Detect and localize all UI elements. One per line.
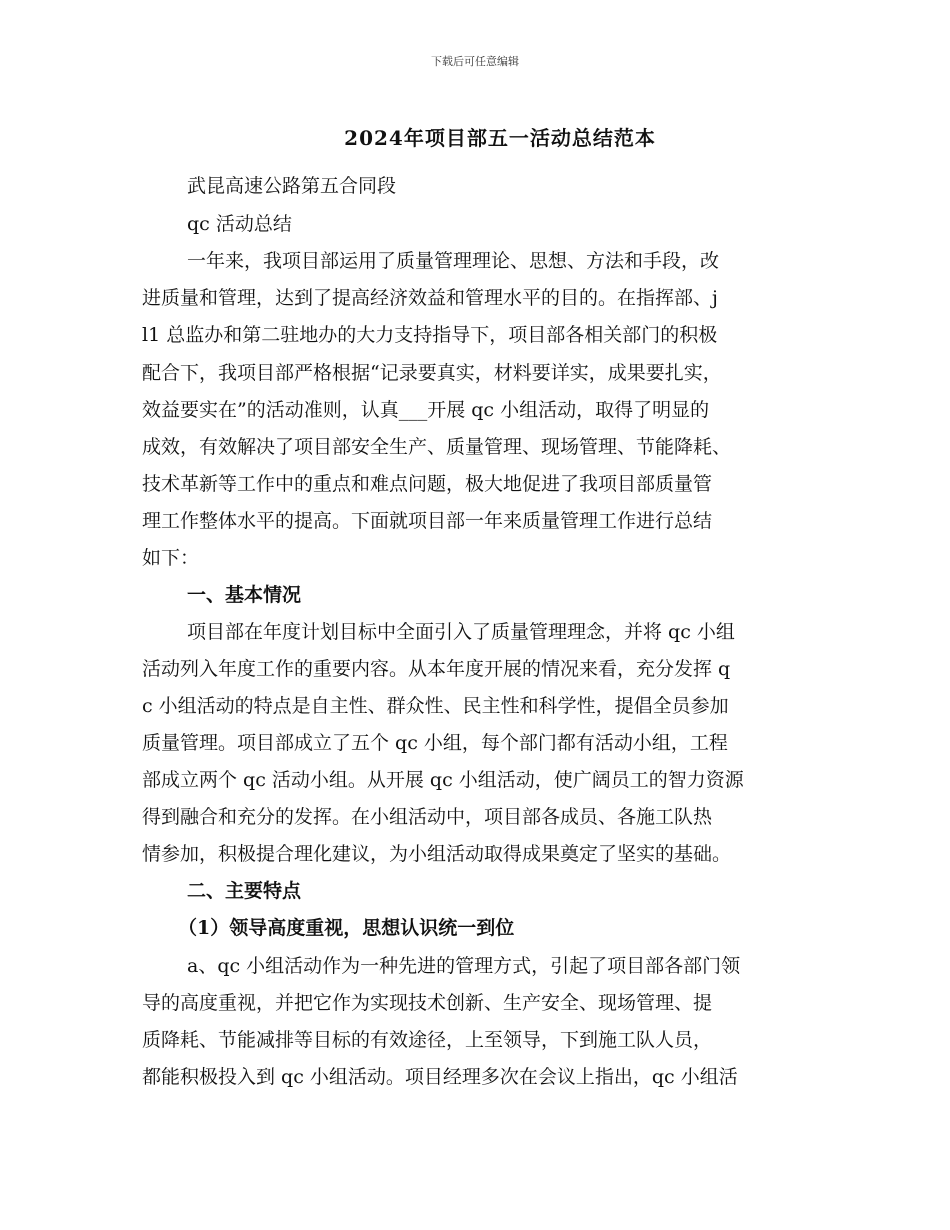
paragraph-line: 成效，有效解决了项目部安全生产、质量管理、现场管理、节能降耗、	[142, 436, 732, 458]
subsection-heading: （1）领导高度重视，思想认识统一到位	[178, 917, 515, 939]
paragraph-line: 质降耗、节能减排等目标的有效途径，上至领导，下到施工队人员，	[142, 1029, 713, 1051]
document-title: 2024年项目部五一活动总结范本	[344, 126, 656, 150]
paragraph-line: 一年来，我项目部运用了质量管理理论、思想、方法和手段，改	[187, 250, 720, 272]
paragraph-line: 理工作整体水平的提高。下面就项目部一年来质量管理工作进行总结	[142, 510, 713, 532]
paragraph-line: 进质量和管理，达到了提高经济效益和管理水平的目的。在指挥部、j	[142, 287, 718, 309]
subtitle-line: 武昆高速公路第五合同段	[187, 175, 397, 197]
paragraph-line: 项目部在年度计划目标中全面引入了质量管理理念，并将 qc 小组	[187, 621, 735, 643]
paragraph-line: 得到融合和充分的发挥。在小组活动中，项目部各成员、各施工队热	[142, 806, 713, 828]
paragraph-line: a、qc 小组活动作为一种先进的管理方式，引起了项目部各部门领	[187, 955, 741, 977]
paragraph-line: c 小组活动的特点是自主性、群众性、民主性和科学性，提倡全员参加	[142, 695, 729, 717]
paragraph-line: 部成立两个 qc 活动小组。从开展 qc 小组活动，使广阔员工的智力资源	[142, 769, 744, 791]
paragraph-line: 情参加，积极提合理化建议，为小组活动取得成果奠定了坚实的基础。	[142, 843, 732, 865]
paragraph-line: 都能积极投入到 qc 小组活动。项目经理多次在会议上指出，qc 小组活	[142, 1066, 738, 1088]
paragraph-line: 效益要实在”的活动准则，认真___开展 qc 小组活动，取得了明显的	[142, 399, 710, 421]
section-heading: 二、主要特点	[187, 880, 302, 902]
paragraph-line: 导的高度重视，并把它作为实现技术创新、生产安全、现场管理、提	[142, 992, 713, 1014]
paragraph-line: 技术革新等工作中的重点和难点问题，极大地促进了我项目部质量管	[142, 473, 713, 495]
paragraph-line: 活动列入年度工作的重要内容。从本年度开展的情况来看，充分发挥 q	[142, 658, 731, 680]
paragraph-line: 如下：	[142, 547, 200, 569]
header-note: 下载后可任意编辑	[431, 55, 519, 68]
paragraph-line: l1 总监办和第二驻地办的大力支持指导下，项目部各相关部门的积极	[142, 324, 718, 346]
section-heading: 一、基本情况	[187, 584, 302, 606]
paragraph-line: 质量管理。项目部成立了五个 qc 小组，每个部门都有活动小组，工程	[142, 732, 728, 754]
subtitle-line: qc 活动总结	[187, 213, 292, 235]
paragraph-line: 配合下，我项目部严格根据“记录要真实，材料要详实，成果要扎实，	[142, 362, 722, 384]
